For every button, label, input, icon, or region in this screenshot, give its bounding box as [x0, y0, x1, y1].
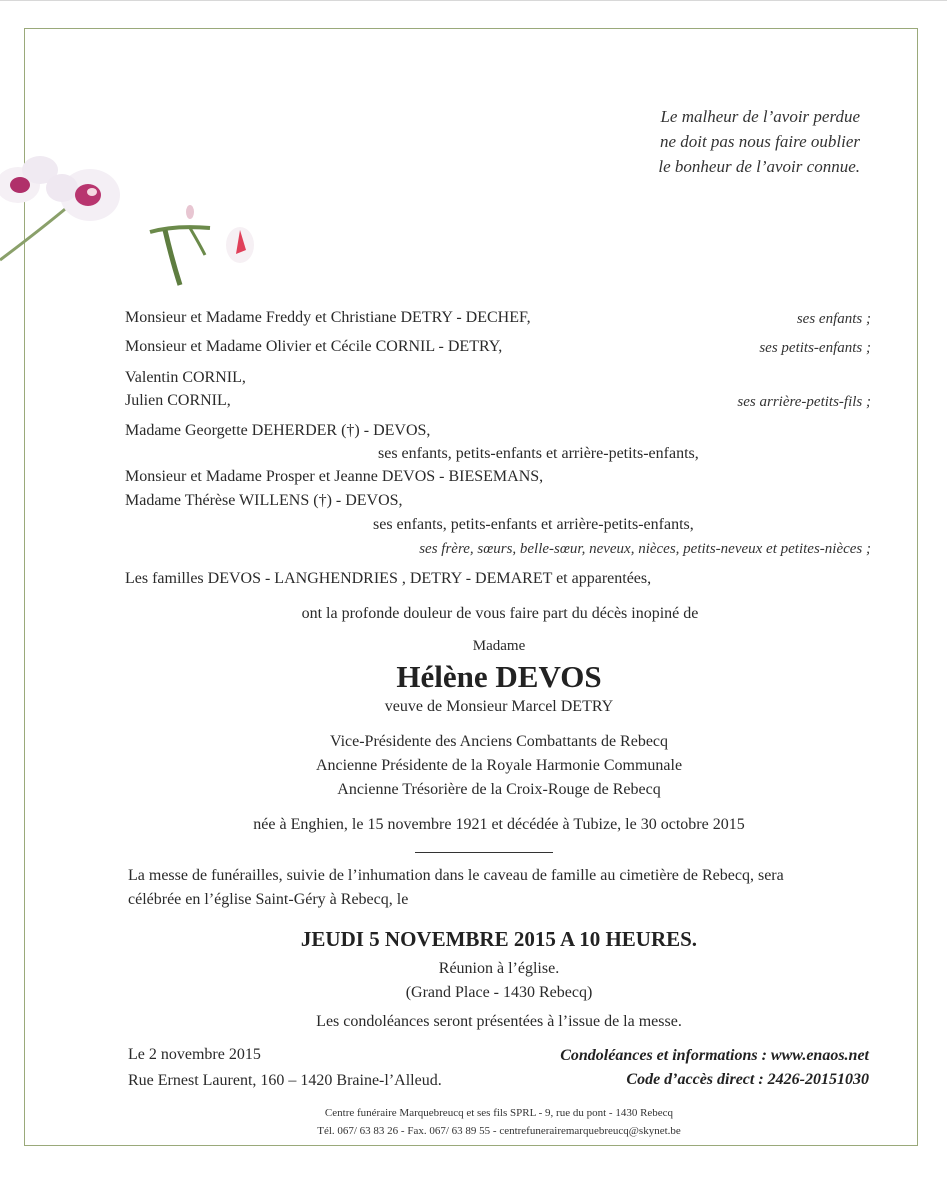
home-address: Rue Ernest Laurent, 160 – 1420 Braine-l’Alleud.	[128, 1072, 442, 1089]
family-line: Madame Georgette DEHERDER (†) - DEVOS,	[125, 422, 431, 439]
role-line: Ancienne Présidente de la Royale Harmonie Communale	[315, 757, 683, 774]
deceased-name: Hélène DEVOS	[396, 659, 602, 694]
meeting-place: Réunion à l’église.	[438, 960, 560, 977]
family-line: Les familles DEVOS - LANGHENDRIES , DETRY - DEMARET et apparentées,	[125, 570, 652, 587]
birth-death-dates: née à Enghien, le 15 novembre 1921 et décédée à Tubize, le 30 octobre 2015	[253, 816, 745, 833]
family-line: ses enfants, petits-enfants et arrière-petits-enfants,	[378, 445, 699, 462]
role-line: Ancienne Trésorière de la Croix-Rouge de Rebecq	[337, 781, 661, 798]
relationship-label: ses arrière-petits-fils ;	[737, 394, 871, 410]
family-line: Monsieur et Madame Olivier et Cécile CORNIL - DETRY,	[125, 338, 503, 355]
quote-line: ne doit pas nous faire oublier	[659, 132, 860, 151]
relationship-label: ses petits-enfants ;	[759, 340, 871, 356]
announcement-intro: ont la profonde douleur de vous faire part du décès inopiné de	[301, 605, 699, 622]
family-line: Valentin CORNIL,	[125, 369, 246, 386]
meeting-address: (Grand Place - 1430 Rebecq)	[405, 984, 593, 1001]
relationship-label: ses frère, sœurs, belle-sœur, neveux, nièces, petits-neveux et petites-nièces ;	[419, 541, 871, 557]
widow-line: veuve de Monsieur Marcel DETRY	[384, 698, 614, 715]
memorial-quote	[560, 104, 860, 179]
service-text: La messe de funérailles, suivie de l’inhumation dans le caveau de famille au cimetière de Rebecq, sera	[128, 867, 784, 884]
quote-line: le bonheur de l’avoir connue.	[658, 157, 860, 176]
service-text: célébrée en l’église Saint-Géry à Rebecq, le	[128, 891, 409, 908]
funeral-home-contact: Tél. 067/ 63 83 26 - Fax. 067/ 63 89 55 - centrefunerairemarquebreucq@skynet.be	[317, 1125, 681, 1137]
relationship-label: ses enfants ;	[796, 311, 871, 327]
family-line: Monsieur et Madame Prosper et Jeanne DEVOS - BIESEMANS,	[125, 468, 544, 485]
family-line: Madame Thérèse WILLENS (†) - DEVOS,	[125, 492, 403, 509]
service-datetime: JEUDI 5 NOVEMBRE 2015 A 10 HEURES.	[300, 927, 698, 951]
role-line: Vice-Présidente des Anciens Combattants de Rebecq	[329, 733, 669, 750]
condolences-note: Les condoléances seront présentées à l’issue de la messe.	[316, 1013, 682, 1030]
section-divider	[415, 852, 553, 853]
family-line: Julien CORNIL,	[125, 392, 231, 409]
access-code: Code d’accès direct : 2426-20151030	[626, 1071, 869, 1088]
family-line: Monsieur et Madame Freddy et Christiane DETRY - DECHEF,	[125, 309, 531, 326]
orchid-illustration	[0, 150, 280, 290]
quote-line: Le malheur de l’avoir perdue	[660, 107, 860, 126]
family-line: ses enfants, petits-enfants et arrière-petits-enfants,	[373, 516, 694, 533]
top-edge-line	[0, 0, 947, 1]
notice-date: Le 2 novembre 2015	[128, 1046, 261, 1063]
condolences-website: Condoléances et informations : www.enaos.net	[560, 1047, 869, 1064]
funeral-home-info: Centre funéraire Marquebreucq et ses fils SPRL - 9, rue du pont - 1430 Rebecq	[324, 1107, 674, 1119]
deceased-title: Madame	[472, 638, 526, 654]
